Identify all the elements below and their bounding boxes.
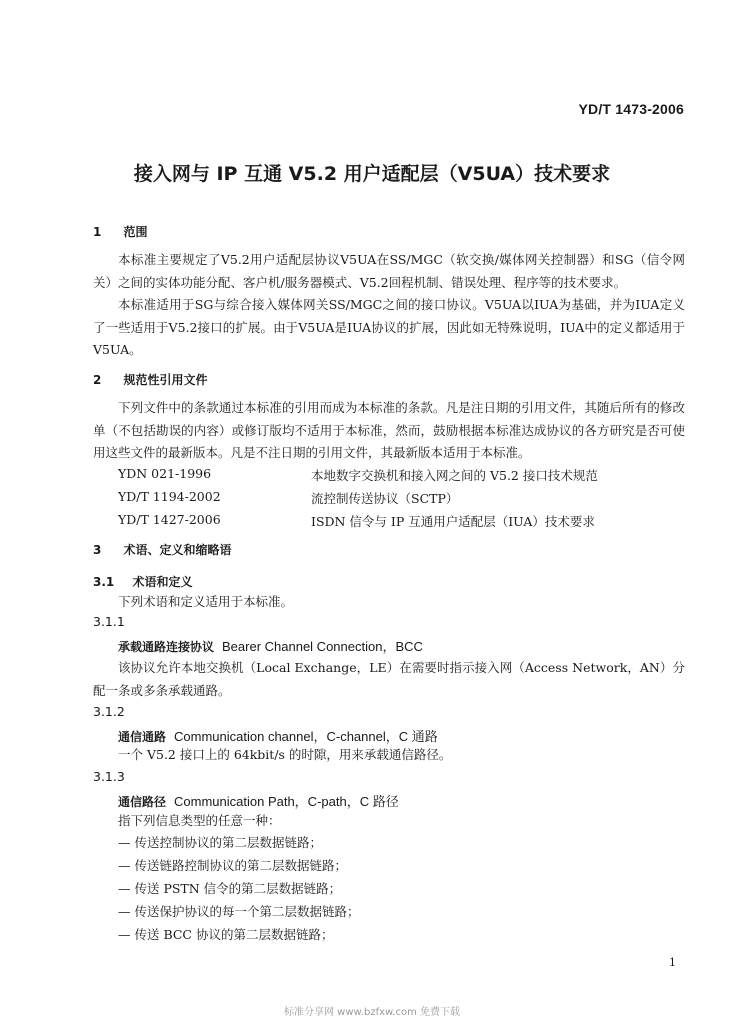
reference-title: 本地数字交换机和接入网之间的 V5.2 接口技术规范: [311, 468, 598, 483]
reference-code: YDN 021-1996: [118, 466, 212, 481]
section-number: 3: [93, 543, 102, 557]
section-number: 2: [93, 373, 102, 387]
subsection-number: 3.1: [93, 575, 115, 589]
page-number: 1: [669, 956, 676, 969]
section-1-paragraph-1: 本标准主要规定了V5.2用户适配层协议V5UA在SS/MGC（软交换/媒体网关控制器）和SG（信令网关）之间的实体功能分配、客户机/服务器模式、V5.2回程机制、错误处理、程序等的技术要求。: [93, 252, 685, 290]
term-english: Communication Path，C-path，C 路径: [174, 794, 399, 809]
reference-code: YD/T 1194-2002: [118, 489, 221, 504]
term-definition: 指下列信息类型的任意一种：: [118, 813, 281, 828]
term-chinese: 通信路径: [118, 795, 167, 809]
watermark: 标准分享网 www.bzfxw.com 免费下载: [284, 1007, 460, 1018]
list-item: — 传送 PSTN 信令的第二层数据链路；: [118, 881, 342, 896]
subsection-3-1-heading: [93, 573, 192, 590]
section-1-paragraph-2: 本标准适用于SG与综合接入媒体网关SS/MGC之间的接口协议。V5UA以IUA为基础，并为IUA定义了一些适用于V5.2接口的扩展。由于V5UA是IUA协议的扩展，因此如无特殊说明，IUA中的定义都适用于V5UA。: [93, 297, 685, 357]
term-english: Communication channel，C-channel，C 通路: [174, 729, 438, 744]
reference-title: 流控制传送协议（SCTP）: [311, 491, 459, 506]
term-heading: [118, 726, 438, 745]
section-3-heading: [93, 541, 232, 558]
subsection-title: 术语和定义: [132, 575, 193, 589]
term-english: Bearer Channel Connection，BCC: [222, 639, 423, 654]
section-1-heading: [93, 223, 148, 240]
section-2-paragraph: 下列文件中的条款通过本标准的引用而成为本标准的条款。凡是注日期的引用文件，其随后所有的修改单（不包括勘误的内容）或修订版均不适用于本标准，然而，鼓励根据本标准达成协议的各方研究是否可使用这些文件的最新版本。凡是不注日期的引用文件，其最新版本适用于本标准。: [93, 400, 685, 460]
term-definition: 一个 V5.2 接口上的 64kbit/s 的时隙，用来承载通信路径。: [118, 747, 452, 762]
reference-code: YD/T 1427-2006: [118, 512, 221, 527]
section-title: 范围: [123, 225, 148, 239]
section-2-heading: [93, 371, 208, 388]
section-title: 规范性引用文件: [123, 373, 208, 387]
document-title: 接入网与 IP 互通 V5.2 用户适配层（V5UA）技术要求: [133, 163, 611, 185]
list-item: — 传送链路控制协议的第二层数据链路；: [118, 858, 347, 873]
list-item: — 传送 BCC 协议的第二层数据链路；: [118, 927, 334, 942]
reference-title: ISDN 信令与 IP 互通用户适配层（IUA）技术要求: [311, 514, 595, 529]
section-number: 1: [93, 225, 102, 239]
list-item: — 传送保护协议的每一个第二层数据链路；: [118, 904, 360, 919]
term-number: 3.1.2: [93, 704, 125, 719]
term-chinese: 承载通路连接协议: [118, 640, 215, 654]
subsection-3-1-text: 下列术语和定义适用于本标准。: [118, 594, 294, 609]
term-heading: [118, 791, 399, 810]
list-item: — 传送控制协议的第二层数据链路；: [118, 835, 322, 850]
term-heading: [118, 636, 423, 655]
term-definition: 该协议允许本地交换机（Local Exchange，LE）在需要时指示接入网（Access Network，AN）分配一条或多条承载通路。: [93, 660, 685, 698]
standard-number: YD/T 1473-2006: [578, 101, 684, 117]
section-title: 术语、定义和缩略语: [123, 543, 232, 557]
term-chinese: 通信通路: [118, 730, 167, 744]
term-number: 3.1.1: [93, 614, 125, 629]
term-number: 3.1.3: [93, 769, 125, 784]
